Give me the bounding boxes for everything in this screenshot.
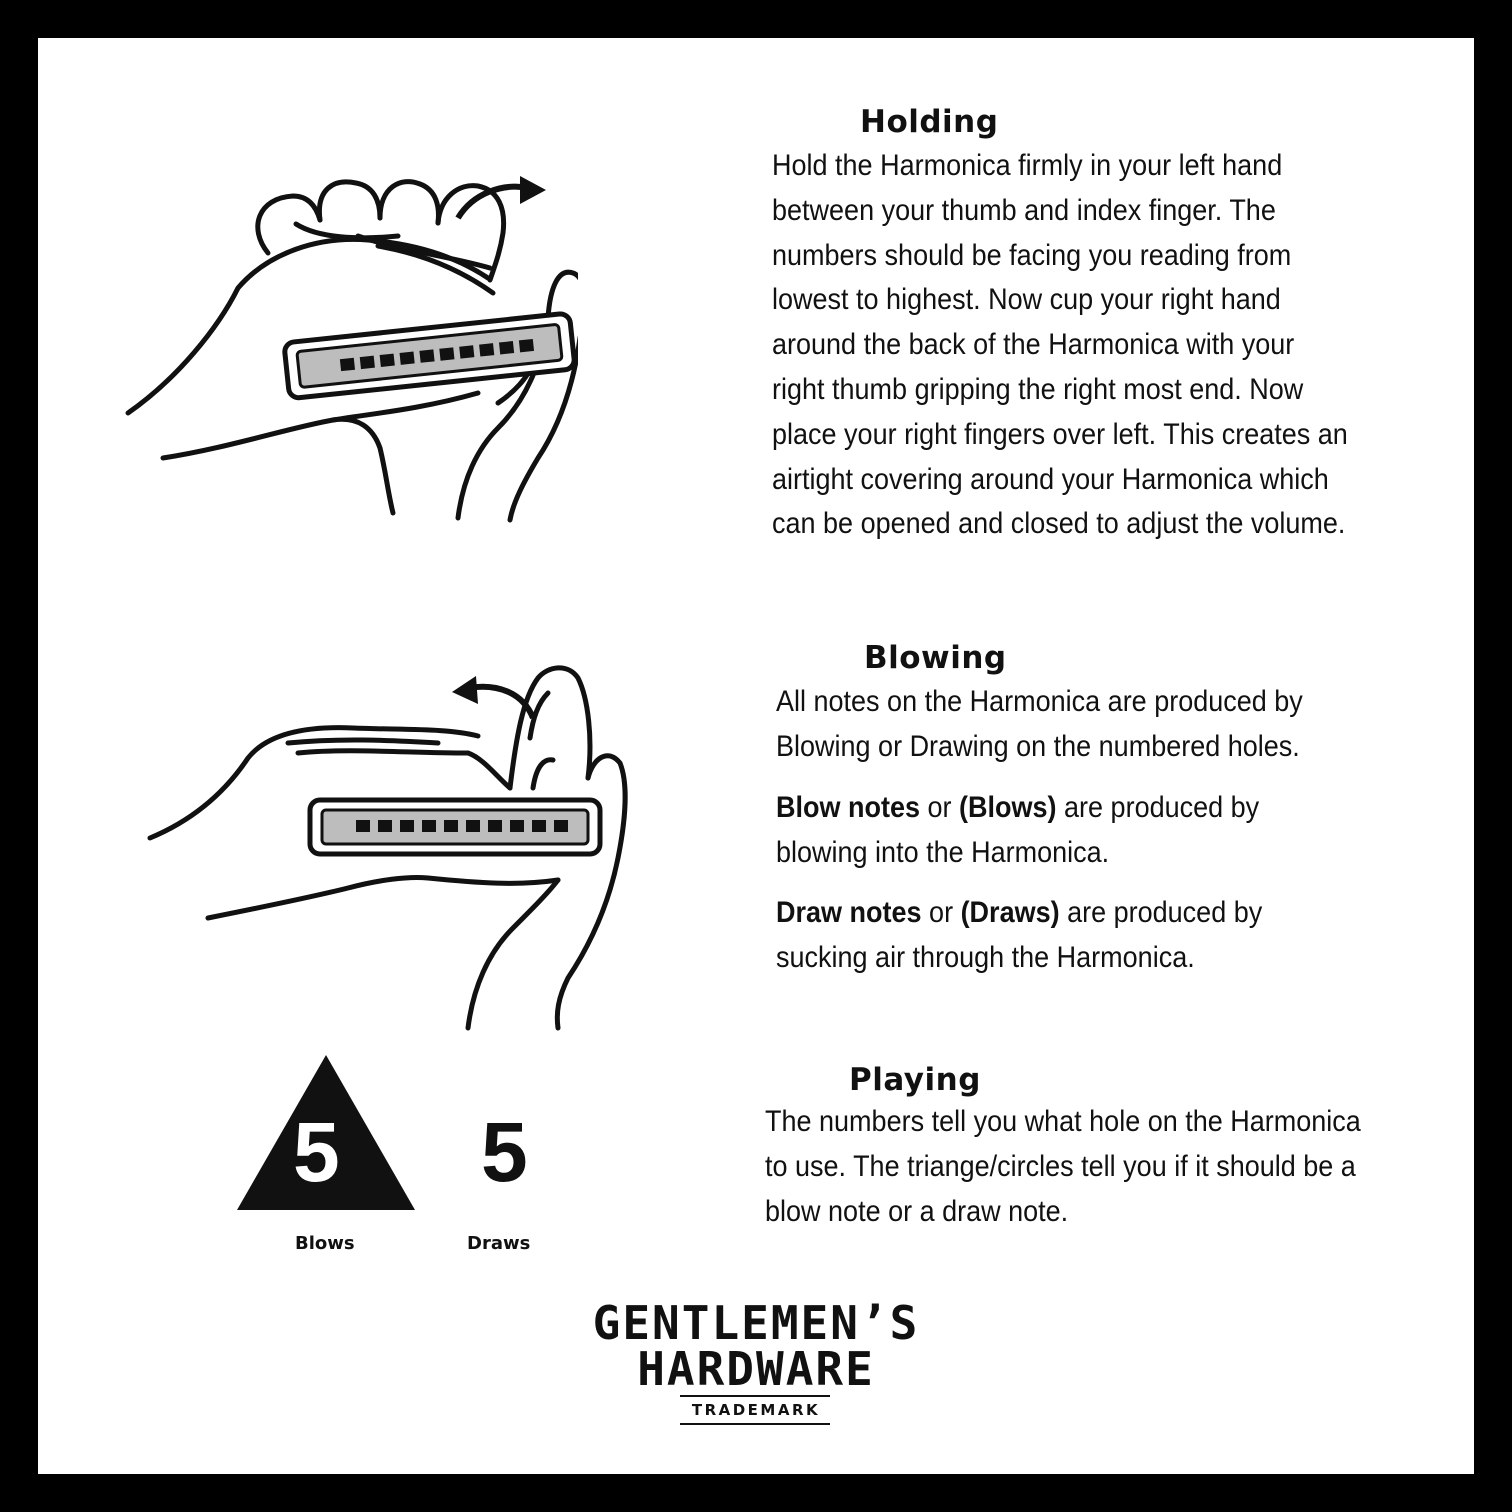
playing-paragraph [765,1100,1361,1234]
holding-heading: Holding [860,104,999,140]
brand-logo [556,1296,956,1436]
draw-notes-paragraph [776,891,1262,981]
logo-line-2: HARDWARE [637,1342,875,1396]
blowing-illustration [138,618,628,1038]
logo-rule-bottom [680,1423,830,1425]
text-line: right thumb gripping the right most end. Now [772,372,1304,406]
text-line: blow note or a draw note. [765,1194,1069,1228]
text-line: The numbers tell you what hole on the Harmonica [765,1105,1361,1138]
text-line: around the back of the Harmonica with your [772,328,1295,362]
playing-heading: Playing [849,1062,981,1098]
blows-label: Blows [295,1233,355,1254]
text-line: place your right fingers over left. This creates an [772,417,1348,451]
blow-notes-term: Blow notes [776,791,921,824]
text-line: numbers should be facing you reading from [772,238,1292,272]
connector-text: or [921,896,961,929]
text-line [776,786,1259,831]
holding-paragraph [772,144,1348,547]
text-line: Hold the Harmonica firmly in your left hand [772,149,1283,182]
text-line: between your thumb and index finger. The [772,193,1276,227]
blowing-heading: Blowing [864,640,1007,676]
text-line: airtight covering around your Harmonica which [772,462,1329,496]
blow-number: 5 [293,1105,340,1199]
logo-rule-top [680,1395,830,1397]
logo-trademark: TRADEMARK [691,1401,821,1419]
connector-text: are produced by [1056,791,1260,824]
text-line: Blowing or Drawing on the numbered holes. [776,729,1300,763]
text-line: blowing into the Harmonica. [776,835,1110,869]
text-line: to use. The triange/circles tell you if it should be a [765,1149,1356,1183]
logo-line-1: GENTLEMEN’S [592,1296,920,1350]
blows-term: (Blows) [959,791,1057,824]
text-line: lowest to highest. Now cup your right hand [772,283,1281,317]
text-line: sucking air through the Harmonica. [776,940,1195,974]
connector-text: or [920,791,960,824]
text-line: All notes on the Harmonica are produced by [776,685,1303,718]
text-line [776,891,1262,936]
holding-illustration [118,128,578,528]
draw-number: 5 [481,1105,528,1199]
connector-text: are produced by [1059,896,1263,929]
draws-term: (Draws) [960,896,1060,929]
draw-notes-term: Draw notes [776,896,922,929]
blow-notes-paragraph [776,786,1259,876]
text-line: can be opened and closed to adjust the volume. [772,507,1346,541]
draws-label: Draws [467,1233,531,1254]
blowing-intro [776,680,1303,770]
instruction-card [38,38,1474,1474]
